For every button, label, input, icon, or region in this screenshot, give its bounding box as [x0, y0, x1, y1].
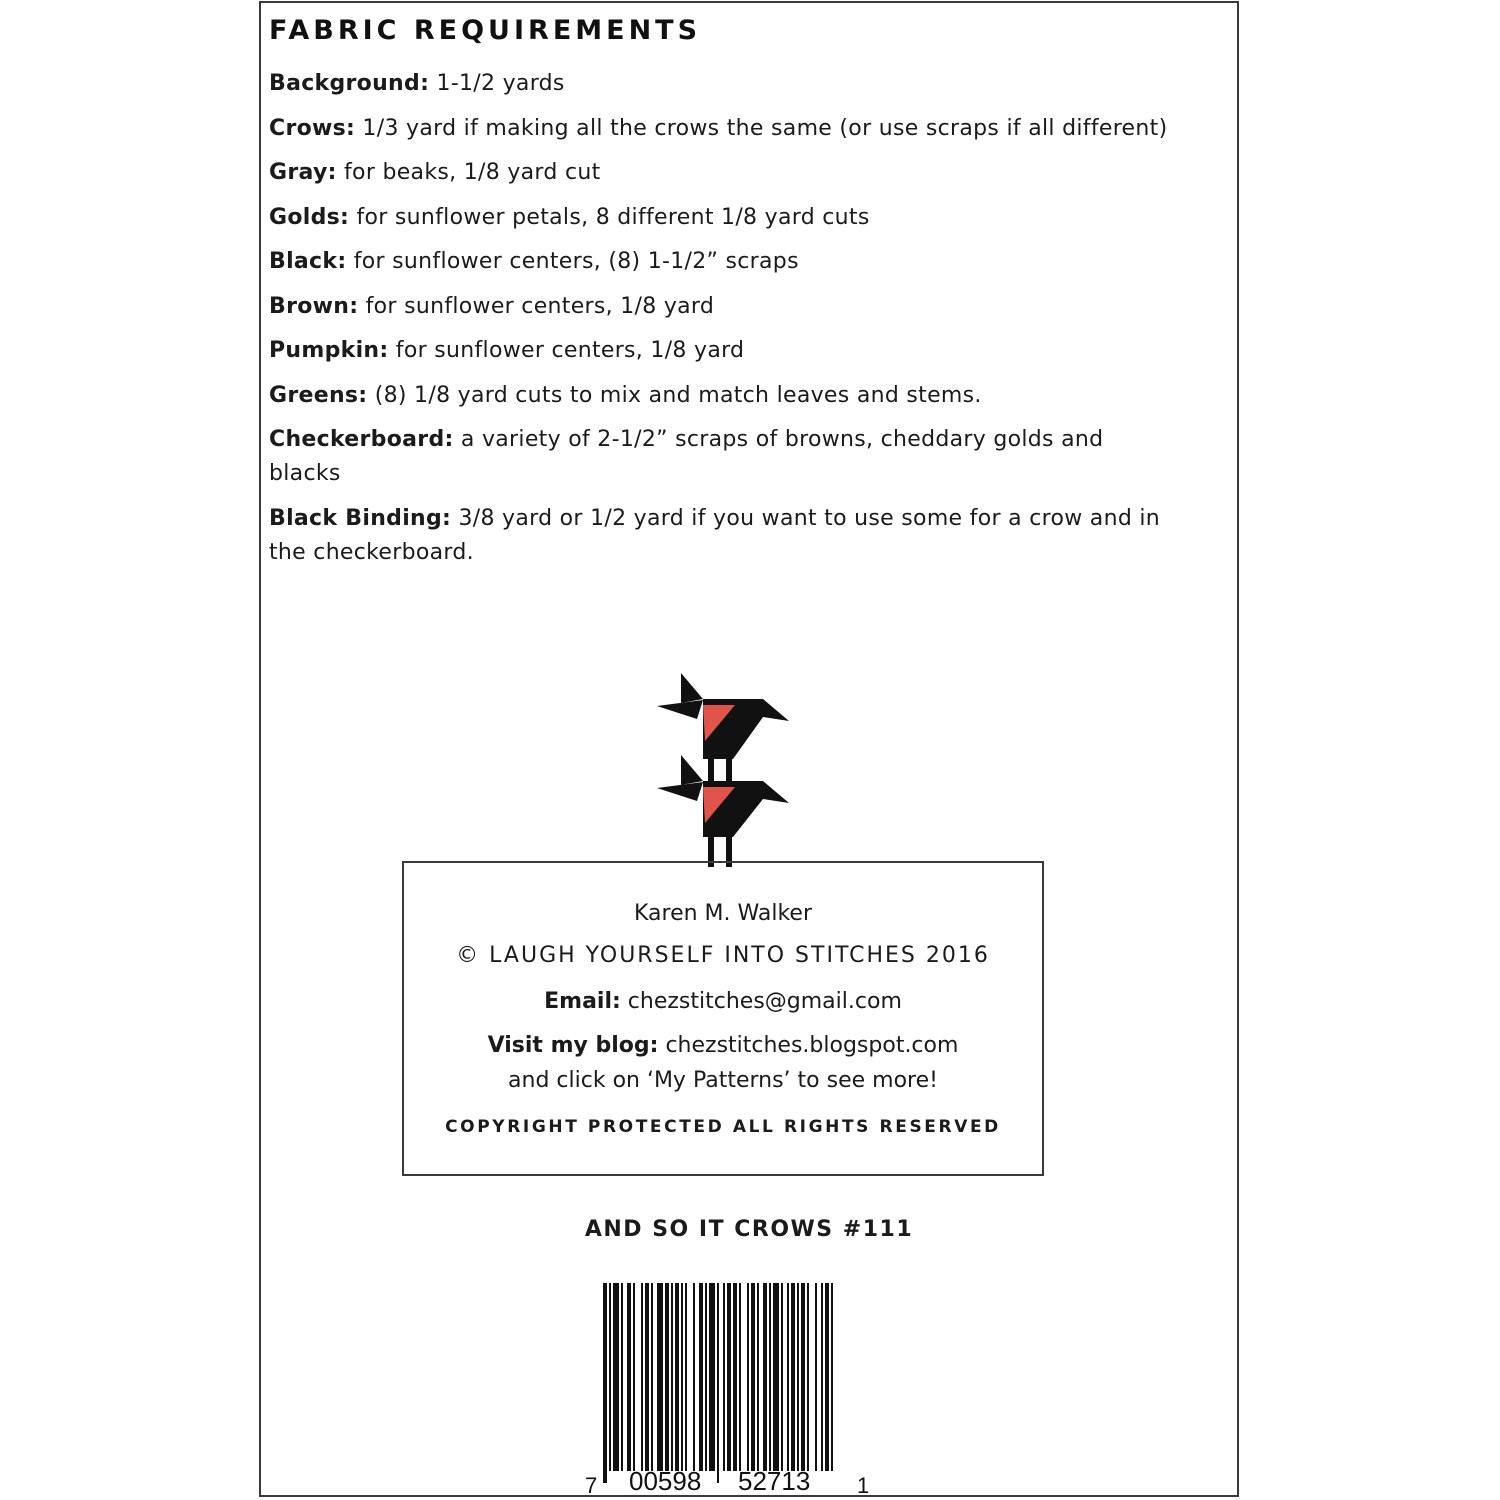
barcode-bar — [821, 1283, 823, 1471]
email-label: Email: — [544, 989, 621, 1014]
blog-label: Visit my blog: — [487, 1033, 659, 1058]
rights-statement: COPYRIGHT PROTECTED ALL RIGHTS RESERVED — [445, 1117, 1001, 1137]
requirement-label: Black Binding: — [269, 505, 452, 531]
barcode-bar — [787, 1283, 789, 1471]
requirement-item — [269, 423, 1169, 491]
barcode-bar — [645, 1283, 649, 1471]
barcode-digit-last: 1 — [857, 1473, 870, 1498]
contact-box — [402, 861, 1044, 1176]
crow-bottom — [657, 755, 789, 867]
requirement-item — [269, 290, 1169, 324]
requirements-list — [269, 67, 1169, 580]
barcode-bar — [685, 1283, 687, 1471]
requirement-item — [269, 156, 1169, 190]
barcode-digit-first: 7 — [585, 1473, 598, 1498]
barcode-bar — [705, 1283, 707, 1471]
barcode-bar — [671, 1283, 673, 1471]
requirement-label: Gray: — [269, 160, 337, 185]
barcode-bar — [609, 1283, 611, 1471]
barcode-bar — [791, 1283, 795, 1471]
page-title: FABRIC REQUIREMENTS — [269, 15, 702, 46]
requirement-item — [269, 201, 1169, 235]
crow-top — [657, 673, 789, 867]
barcode-bar — [781, 1283, 783, 1471]
barcode-bar — [641, 1283, 643, 1471]
barcode-bar — [717, 1283, 719, 1483]
copyright-line: © LAUGH YOURSELF INTO STITCHES 2016 — [456, 943, 990, 968]
barcode-bar — [699, 1283, 703, 1471]
requirement-label: Crows: — [269, 115, 356, 141]
barcode-digits-right: 52713 — [738, 1466, 811, 1496]
barcode-bar — [613, 1283, 619, 1471]
requirement-text: for sunflower centers, 1/8 yard — [358, 293, 715, 319]
requirement-text: for sunflower petals, 8 different 1/8 yard cuts — [349, 204, 870, 230]
barcode-bar — [675, 1283, 679, 1471]
requirement-item — [269, 245, 1169, 279]
barcode-bar — [797, 1283, 799, 1471]
barcode-bar — [733, 1283, 737, 1471]
barcode-bar — [681, 1283, 683, 1471]
barcode-bar — [769, 1283, 771, 1471]
author-name: Karen M. Walker — [634, 901, 812, 926]
requirement-label: Black: — [269, 249, 347, 274]
requirement-item — [269, 112, 1169, 146]
requirement-label: Brown: — [269, 293, 359, 319]
requirement-label: Pumpkin: — [269, 338, 389, 363]
requirement-item — [269, 334, 1169, 368]
requirement-text: for sunflower centers, 1/8 yard — [388, 338, 745, 363]
barcode-bar — [709, 1283, 715, 1471]
barcode-bar — [751, 1283, 755, 1471]
requirement-label: Golds: — [269, 204, 350, 230]
requirement-text: 1/3 yard if making all the crows the same (or use scraps if all different) — [355, 115, 1168, 141]
requirement-text: 3/8 yard or 1/2 yard if you want to use some for a crow and in the checkerboard. — [269, 505, 1161, 565]
barcode-bar — [603, 1283, 607, 1483]
barcode-bar — [747, 1283, 749, 1471]
barcode-bar — [825, 1283, 829, 1471]
barcode-bar — [693, 1283, 695, 1471]
barcode-digits-left: 00598 — [629, 1466, 702, 1496]
barcode-bar — [621, 1283, 623, 1471]
barcode-bar — [727, 1283, 731, 1471]
requirement-text: 1-1/2 yards — [429, 71, 565, 96]
requirement-text: for beaks, 1/8 yard cut — [336, 160, 601, 185]
barcode-bar — [723, 1283, 725, 1471]
requirement-item — [269, 502, 1169, 570]
crows-logo — [653, 667, 793, 867]
barcode-bar — [815, 1283, 817, 1471]
requirement-label: Checkerboard: — [269, 427, 454, 452]
barcode-bar — [757, 1283, 759, 1471]
email-value: chezstitches@gmail.com — [620, 989, 902, 1014]
blog-line — [404, 1033, 1042, 1058]
blog-url: chezstitches.blogspot.com — [658, 1033, 959, 1058]
barcode-bar — [831, 1283, 833, 1471]
blog-note: and click on ‘My Patterns’ to see more! — [508, 1068, 938, 1093]
pattern-title: AND SO IT CROWS #111 — [584, 1217, 914, 1242]
barcode-bar — [651, 1283, 653, 1471]
barcode-bar — [627, 1283, 631, 1471]
barcode — [575, 1283, 875, 1498]
requirement-text: (8) 1/8 yard cuts to mix and match leaves and stems. — [367, 382, 982, 408]
barcode-bar — [801, 1283, 805, 1471]
barcode-bar — [773, 1283, 779, 1471]
pattern-back-cover — [259, 1, 1239, 1497]
requirement-text: a variety of 2-1/2” scraps of browns, cheddary golds and blacks — [269, 427, 1104, 486]
requirement-item — [269, 67, 1169, 101]
barcode-bar — [633, 1283, 635, 1471]
barcode-bar — [665, 1283, 669, 1471]
requirement-text: for sunflower centers, (8) 1-1/2” scraps — [346, 249, 799, 274]
requirement-item — [269, 379, 1169, 413]
requirement-label: Greens: — [269, 382, 368, 408]
barcode-bars — [603, 1283, 833, 1483]
barcode-bar — [739, 1283, 741, 1471]
email-line — [404, 989, 1042, 1014]
barcode-bar — [657, 1283, 663, 1471]
barcode-bar — [807, 1283, 809, 1471]
requirement-label: Background: — [269, 71, 430, 96]
barcode-bar — [763, 1283, 767, 1471]
